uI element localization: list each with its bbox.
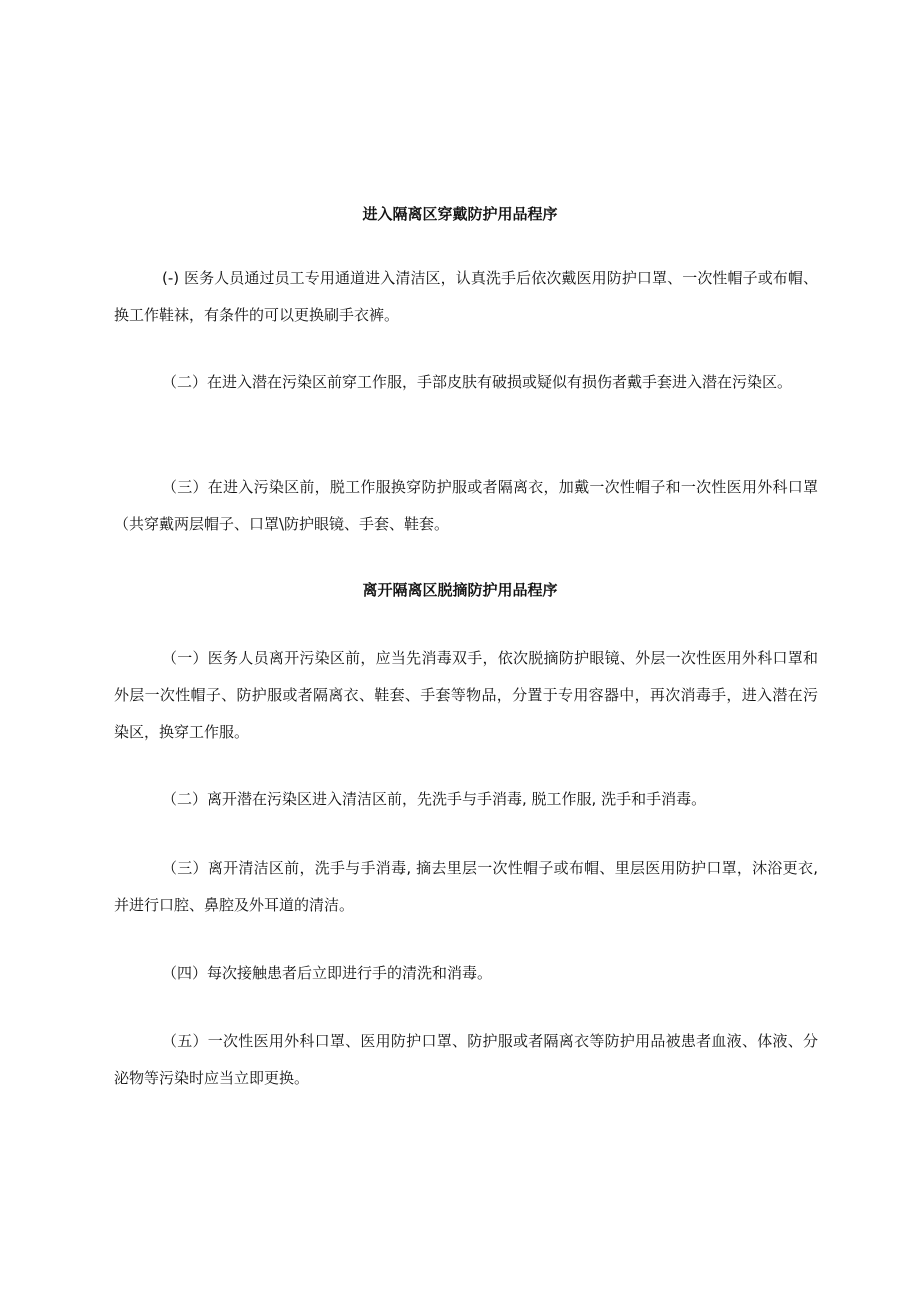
paragraph-doffing-1: （一）医务人员离开污染区前，应当先消毒双手，依次脱摘防护眼镜、外层一次性医用外科口罩和外层一次性帽子、防护服或者隔离衣、鞋套、手套等物品，分置于专用容器中，再次消毒手，进入潜在污染区，换穿工作服。 <box>114 649 818 741</box>
paragraph-doffing-5: （五）一次性医用外科口罩、医用防护口罩、防护服或者隔离衣等防护用品被患者血液、体液、分泌物等污染时应当立即更换。 <box>114 1032 818 1087</box>
paragraph-doffing-3: （三）离开清洁区前，洗手与手消毒, 摘去里层一次性帽子或布帽、里层医用防护口罩，沐浴更衣, 并进行口腔、鼻腔及外耳道的清洁。 <box>114 859 818 914</box>
paragraph-donning-1: (-) 医务人员通过员工专用通道进入清洁区，认真洗手后依次戴医用防护口罩、一次性帽子或布帽、换工作鞋袜，有条件的可以更换刷手衣裤。 <box>114 269 818 324</box>
paragraph-doffing-4: （四）每次接触患者后立即进行手的清洗和消毒。 <box>162 964 493 982</box>
paragraph-donning-2: （二）在进入潜在污染区前穿工作服，手部皮肤有破损或疑似有损伤者戴手套进入潜在污染区。 <box>162 373 793 391</box>
paragraph-doffing-2: （二）离开潜在污染区进入清洁区前，先洗手与手消毒, 脱工作服, 洗手和手消毒。 <box>162 790 707 808</box>
section-title-doffing: 离开隔离区脱摘防护用品程序 <box>362 581 558 599</box>
paragraph-donning-3: （三）在进入污染区前，脱工作服换穿防护服或者隔离衣，加戴一次性帽子和一次性医用外科口罩（共穿戴两层帽子、口罩\防护眼镜、手套、鞋套。 <box>114 478 818 533</box>
section-title-donning: 进入隔离区穿戴防护用品程序 <box>362 205 558 223</box>
